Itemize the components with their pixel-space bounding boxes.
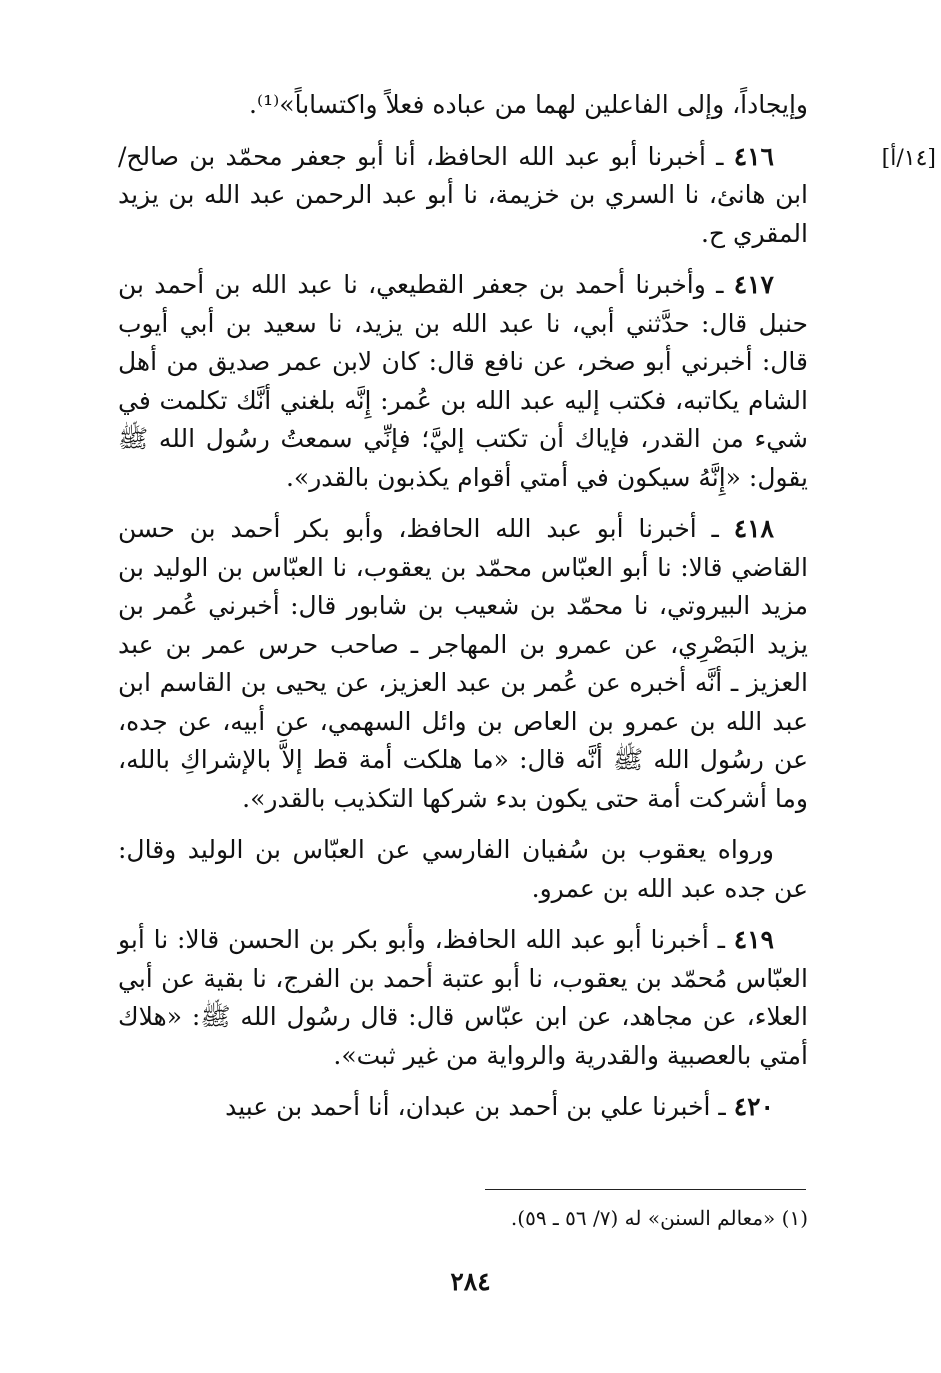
footnote: (١) «معالم السنن» له (٧/ ٥٦ ـ ٥٩).: [510, 1206, 808, 1230]
margin-reference: [١٤/أ]: [881, 146, 936, 171]
hadith-420: [118, 1088, 808, 1127]
hadith-number: ٤١٨: [733, 514, 774, 543]
hadith-number: ٤١٧: [733, 270, 774, 299]
hadith-418: [118, 510, 808, 818]
paragraph-text: ـ أخبرنا أبو عبد الله الحافظ، أنا أبو جعفر محمّد بن صالح/ ابن هانئ، نا السري بن خزيمة، نا أبو عبد الرحمن عبد الله بن يزيد المقري ح.: [118, 141, 808, 248]
hadith-419: [118, 921, 808, 1075]
hadith-416: [118, 138, 808, 254]
paragraph-text: ـ وأخبرنا أحمد بن جعفر القطيعي، نا عبد الله بن أحمد بن حنبل قال: حدَّثني أبي، نا عبد الله بن يزيد، نا سعيد بن أبي أيوب قال: أخبرني أبو صخر، عن نافع قال: كان لابن عمر صديق من أهل الشام يكاتبه، فكتب إليه عبد الله بن عُمر: إِنَّه بلغني أنَّك تكلمت في شيء من القدر، فإياك أن تكتب إليَّ؛ فإنِّي سمعتُ رسُول الله ﷺ يقول: «إِنَّهُ سيكون في أمتي أقوام يكذبون بالقدر».: [118, 270, 808, 492]
page-number: ٢٨٤: [450, 1267, 491, 1296]
paragraph-text: وإيجاداً، وإلى الفاعلين لهما من عباده فعلاً واكتساباً»⁽¹⁾.: [249, 90, 808, 119]
paragraph-text: ـ أخبرنا علي بن أحمد بن عبدان، أنا أحمد بن عبيد: [225, 1092, 734, 1121]
hadith-417: [118, 266, 808, 497]
main-text: [118, 86, 808, 1140]
hadith-number: ٤١٦: [733, 141, 774, 171]
hadith-number: ٤١٩: [733, 925, 774, 954]
footnote-divider: [485, 1189, 806, 1190]
hadith-number: ٤٢٠: [733, 1092, 774, 1121]
paragraph: [118, 831, 808, 908]
paragraph-text: ورواه يعقوب بن سُفيان الفارسي عن العبّاس بن الوليد وقال: عن جده عبد الله بن عمرو.: [118, 835, 808, 903]
paragraph-text: ـ أخبرنا أبو عبد الله الحافظ، وأبو بكر أحمد بن حسن القاضي قالا: نا أبو العبّاس محمّد بن يعقوب، نا العبّاس بن الوليد بن مزيد البيروتي، نا محمّد بن شعيب بن شابور قال: أخبرني عُمر بن يزيد البَصْرِي، عن عمرو بن المهاجر ـ صاحب حرس عمر بن عبد العزيز ـ أنَّه أخبره عن عُمر بن عبد العزيز، عن يحيى بن القاسم ابن عبد الله بن عمرو بن العاص بن وائل السهمي، عن أبيه، عن جده، عن رسُول الله ﷺ أنَّه قال: «ما هلكت أمة قط إلاَّ بالإشراكِ بالله، وما أشركت أمة حتى يكون بدء شركها التكذيب بالقدر».: [118, 514, 808, 813]
paragraph-text: ـ أخبرنا أبو عبد الله الحافظ، وأبو بكر بن الحسن قالا: نا أبو العبّاس مُحمّد بن يعقوب، نا أبو عتبة أحمد بن الفرج، نا بقية عن أبي العلاء، عن مجاهد، عن ابن عبّاس قال: قال رسُول الله ﷺ: «هلاك أمتي بالعصبية والقدرية والرواية من غير ثبت».: [118, 925, 808, 1070]
paragraph: [118, 86, 808, 125]
